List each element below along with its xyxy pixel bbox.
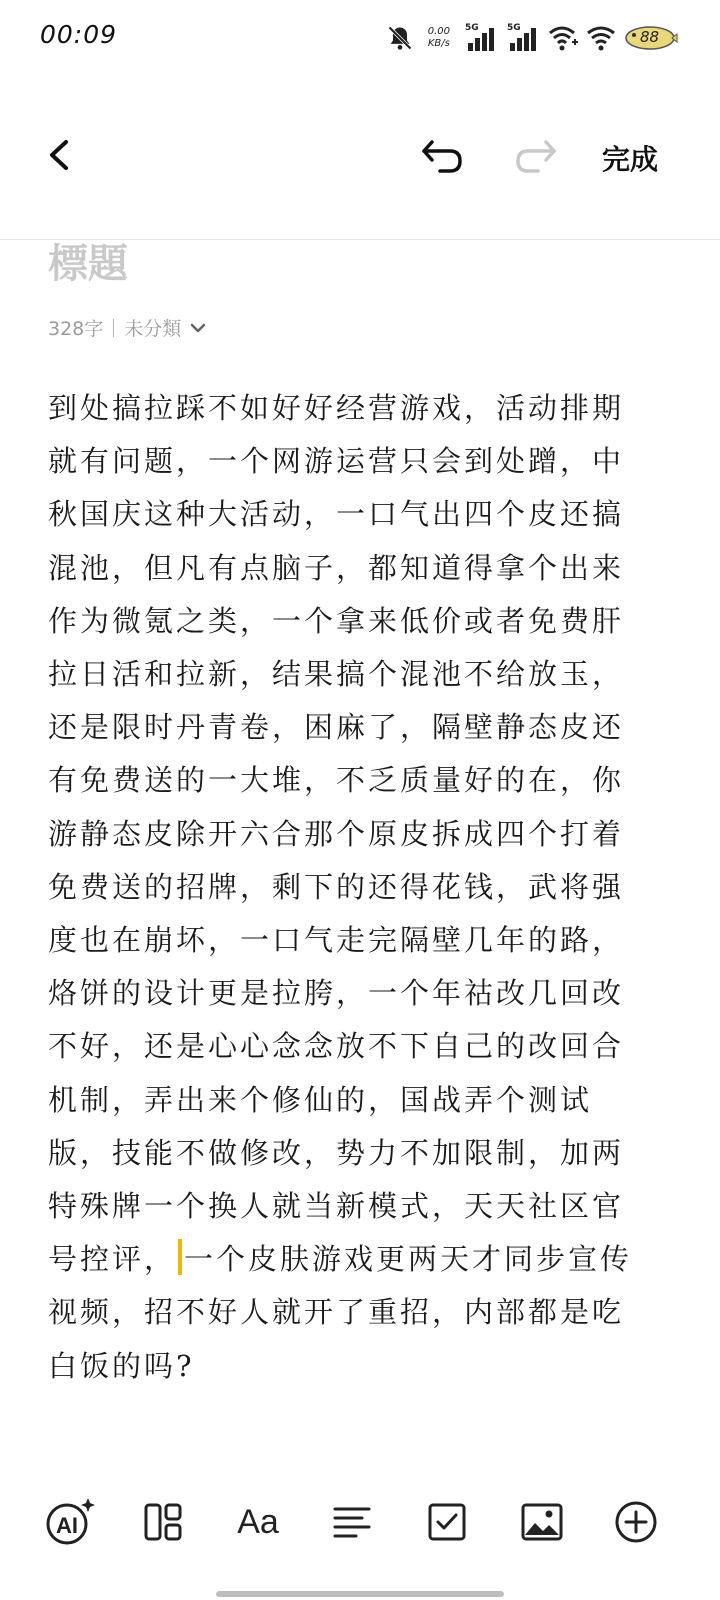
ai-icon (40, 1492, 100, 1552)
checkbox-icon (427, 1502, 467, 1542)
format-toolbar (0, 1492, 720, 1572)
checklist-button[interactable] (417, 1492, 477, 1552)
net-speed-unit: KB/s (427, 38, 450, 49)
status-icons (386, 20, 678, 56)
net-speed-value: 0.00 (427, 26, 450, 37)
editor-toolbar (0, 110, 720, 200)
font-icon: Aa (237, 1502, 279, 1541)
title-input[interactable]: 標題 (48, 241, 128, 287)
redo-icon (510, 134, 558, 178)
note-body-editor[interactable] (48, 382, 648, 1393)
font-button[interactable] (228, 1492, 288, 1552)
signal-label: 5G (465, 23, 479, 33)
wifi-icon (586, 24, 616, 52)
signal-icon (464, 23, 498, 53)
align-icon (332, 1504, 372, 1540)
layout-button[interactable] (133, 1492, 193, 1552)
category-selector[interactable] (124, 314, 207, 341)
signal-icon (506, 23, 540, 53)
add-button[interactable] (606, 1492, 666, 1552)
body-text: 一个皮肤游戏更两天才同步宣传视频，招不好人就开了重招，内部都是吃白饭的吗? (48, 1242, 633, 1383)
image-button[interactable] (512, 1492, 572, 1552)
add-icon (614, 1500, 658, 1544)
ai-label: AI (56, 1513, 78, 1538)
undo-icon (420, 134, 468, 178)
meta-separator (113, 319, 114, 337)
wifi-plus-icon (548, 24, 578, 52)
body-text: 到处搞拉踩不如好好经营游戏，活动排期就有问题，一个网游运营只会到处蹭，中秋国庆这种大活动，一口气出四个皮还搞混池，但凡有点脑子，都知道得拿个出来作为微氪之类，一个拿来低价或者免费肝拉日活和拉新，结果搞个混池不给放玉，还是限时丹青卷，困麻了，隔壁静态皮还有免费送的一大堆，不乏质量好的在，你游静态皮除开六合那个原皮拆成四个打着免费送的招牌，剩下的还得花钱，武将强度也在崩坏，一口气走完隔壁几年的路，烙饼的设计更是拉胯，一个年祜改几回改不好，还是心心念念放不下自己的改回合机制，弄出来个修仙的，国战弄个测试版，技能不做修改，势力不加限制，加两特殊牌一个换人就当新模式，天天社区官号控评， (48, 391, 625, 1277)
net-speed (428, 26, 450, 50)
note-meta (48, 314, 207, 341)
battery-level: 88 (640, 28, 660, 46)
battery-icon (624, 23, 678, 53)
done-button[interactable]: 完成 (602, 138, 658, 178)
word-count: 328字 (48, 318, 104, 340)
align-button[interactable] (322, 1492, 382, 1552)
image-icon (521, 1503, 563, 1541)
back-button[interactable] (38, 130, 82, 180)
back-chevron-icon (38, 130, 82, 180)
undo-button[interactable] (420, 134, 468, 178)
home-indicator[interactable] (216, 1591, 504, 1597)
ai-button[interactable] (40, 1492, 100, 1552)
signal-label: 5G (507, 23, 521, 33)
layout-icon (143, 1502, 183, 1542)
bell-off-icon (386, 24, 414, 52)
status-bar (0, 0, 720, 78)
chevron-down-icon (189, 322, 207, 334)
text-caret (178, 1239, 182, 1275)
redo-button[interactable] (510, 134, 558, 178)
status-time: 00:09 (40, 20, 118, 49)
category-label: 未分類 (124, 318, 182, 340)
